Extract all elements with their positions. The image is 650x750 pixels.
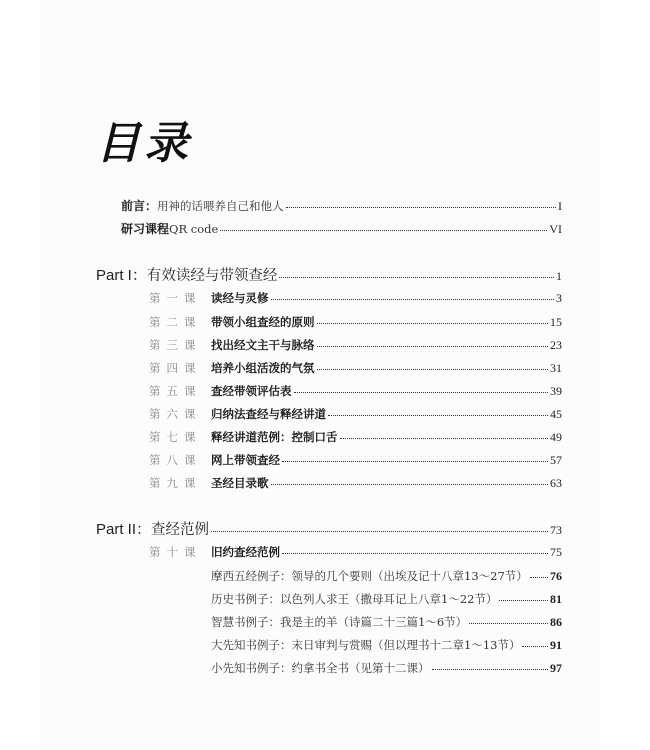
part-title: 有效读经与带领查经 [146, 268, 278, 284]
lesson-number: 第七课 [149, 430, 202, 444]
page-number: 63 [550, 476, 562, 490]
dot-leader [271, 299, 555, 300]
part-number: Part I： [96, 267, 147, 284]
entry-bold-label: 前言： [121, 199, 158, 213]
dot-leader [211, 531, 548, 532]
dot-leader [286, 207, 556, 208]
toc-part-1[interactable] [96, 268, 562, 284]
lesson-title: 读经与灵修 [211, 291, 269, 305]
lesson-title: 带领小组查经的原则 [211, 315, 315, 329]
lesson-title: 圣经目录歌 [211, 476, 269, 490]
dot-leader [271, 484, 549, 485]
page-number: 3 [556, 291, 562, 305]
dot-leader [317, 323, 549, 324]
lesson-title: 培养小组活泼的气氛 [211, 361, 315, 375]
page-number: 81 [550, 592, 562, 606]
toc-lesson-10[interactable] [149, 546, 562, 559]
page-number: 31 [550, 361, 562, 375]
toc-example-pentateuch[interactable] [211, 570, 562, 583]
lesson-number: 第八课 [149, 453, 202, 467]
dot-leader [469, 623, 548, 624]
example-title: 摩西五经例子：领导的几个要则（出埃及记十八章13～27节） [211, 569, 528, 583]
page-number: 76 [550, 569, 562, 583]
toc-lesson-2[interactable] [149, 316, 562, 329]
lesson-title: 旧约查经范例 [211, 545, 280, 559]
toc-part-2[interactable] [96, 522, 562, 538]
page-number: 49 [550, 430, 562, 444]
dot-leader [530, 577, 548, 578]
lesson-title: 网上带领查经 [211, 453, 280, 467]
lesson-title: 归纳法查经与释经讲道 [211, 407, 326, 421]
lesson-number: 第九课 [149, 476, 202, 490]
page-number: 57 [550, 453, 562, 467]
toc-lesson-3[interactable] [149, 339, 562, 352]
toc-lesson-8[interactable] [149, 454, 562, 467]
dot-leader [328, 415, 548, 416]
dot-leader [499, 600, 548, 601]
part-number: Part II： [96, 521, 152, 538]
toc-example-minor-prophets[interactable] [211, 662, 562, 675]
lesson-number: 第五课 [149, 384, 202, 398]
page-number: VI [549, 222, 562, 236]
page-title: 目录 [96, 118, 192, 169]
page-number: 86 [550, 615, 562, 629]
lesson-number: 第六课 [149, 407, 202, 421]
page-number: 45 [550, 407, 562, 421]
entry-label: QR code [169, 222, 219, 236]
entry-label: 用神的话喂养自己和他人 [157, 199, 284, 213]
lesson-number: 第二课 [149, 315, 202, 329]
dot-leader [294, 392, 549, 393]
page-number: 39 [550, 384, 562, 398]
lesson-number: 第十课 [149, 545, 202, 559]
lesson-title: 查经带领评估表 [211, 384, 292, 398]
example-title: 历史书例子：以色列人求王（撒母耳记上八章1～22节） [211, 592, 498, 606]
toc-lesson-1[interactable] [149, 292, 562, 305]
entry-bold-label: 研习课程 [121, 222, 170, 236]
lesson-title: 释经讲道范例：控制口舌 [211, 430, 338, 444]
page-number: 91 [550, 638, 562, 652]
dot-leader [317, 369, 549, 370]
dot-leader [220, 230, 547, 231]
lesson-number: 第一课 [149, 291, 202, 305]
page-number: 73 [550, 523, 562, 537]
example-title: 大先知书例子：末日审判与赏赐（但以理书十二章1～13节） [211, 638, 521, 652]
part-title: 查经范例 [151, 522, 210, 538]
toc-lesson-6[interactable] [149, 408, 562, 421]
toc-lesson-7[interactable] [149, 431, 562, 444]
dot-leader [522, 646, 548, 647]
dot-leader [282, 461, 548, 462]
toc-entry-preface[interactable] [121, 200, 562, 213]
dot-leader [317, 346, 549, 347]
page-number: 1 [556, 269, 562, 283]
dot-leader [432, 669, 549, 670]
dot-leader [279, 277, 554, 278]
toc-lesson-5[interactable] [149, 385, 562, 398]
toc-lesson-9[interactable] [149, 477, 562, 490]
example-title: 小先知书例子：约拿书全书（见第十二课） [211, 661, 430, 675]
dot-leader [340, 438, 549, 439]
dot-leader [282, 553, 548, 554]
lesson-title: 找出经文主干与脉络 [211, 338, 315, 352]
page-number: 97 [550, 661, 562, 675]
lesson-number: 第四课 [149, 361, 202, 375]
page-number: 75 [550, 545, 562, 559]
page-number: I [558, 199, 562, 213]
example-title: 智慧书例子：我是主的羊（诗篇二十三篇1～6节） [211, 615, 468, 629]
page-number: 23 [550, 338, 562, 352]
toc-example-history[interactable] [211, 593, 562, 606]
toc-lesson-4[interactable] [149, 362, 562, 375]
toc-entry-qr-code[interactable] [121, 223, 562, 236]
lesson-number: 第三课 [149, 338, 202, 352]
toc-example-major-prophets[interactable] [211, 639, 562, 652]
toc-example-wisdom[interactable] [211, 616, 562, 629]
page-number: 15 [550, 315, 562, 329]
